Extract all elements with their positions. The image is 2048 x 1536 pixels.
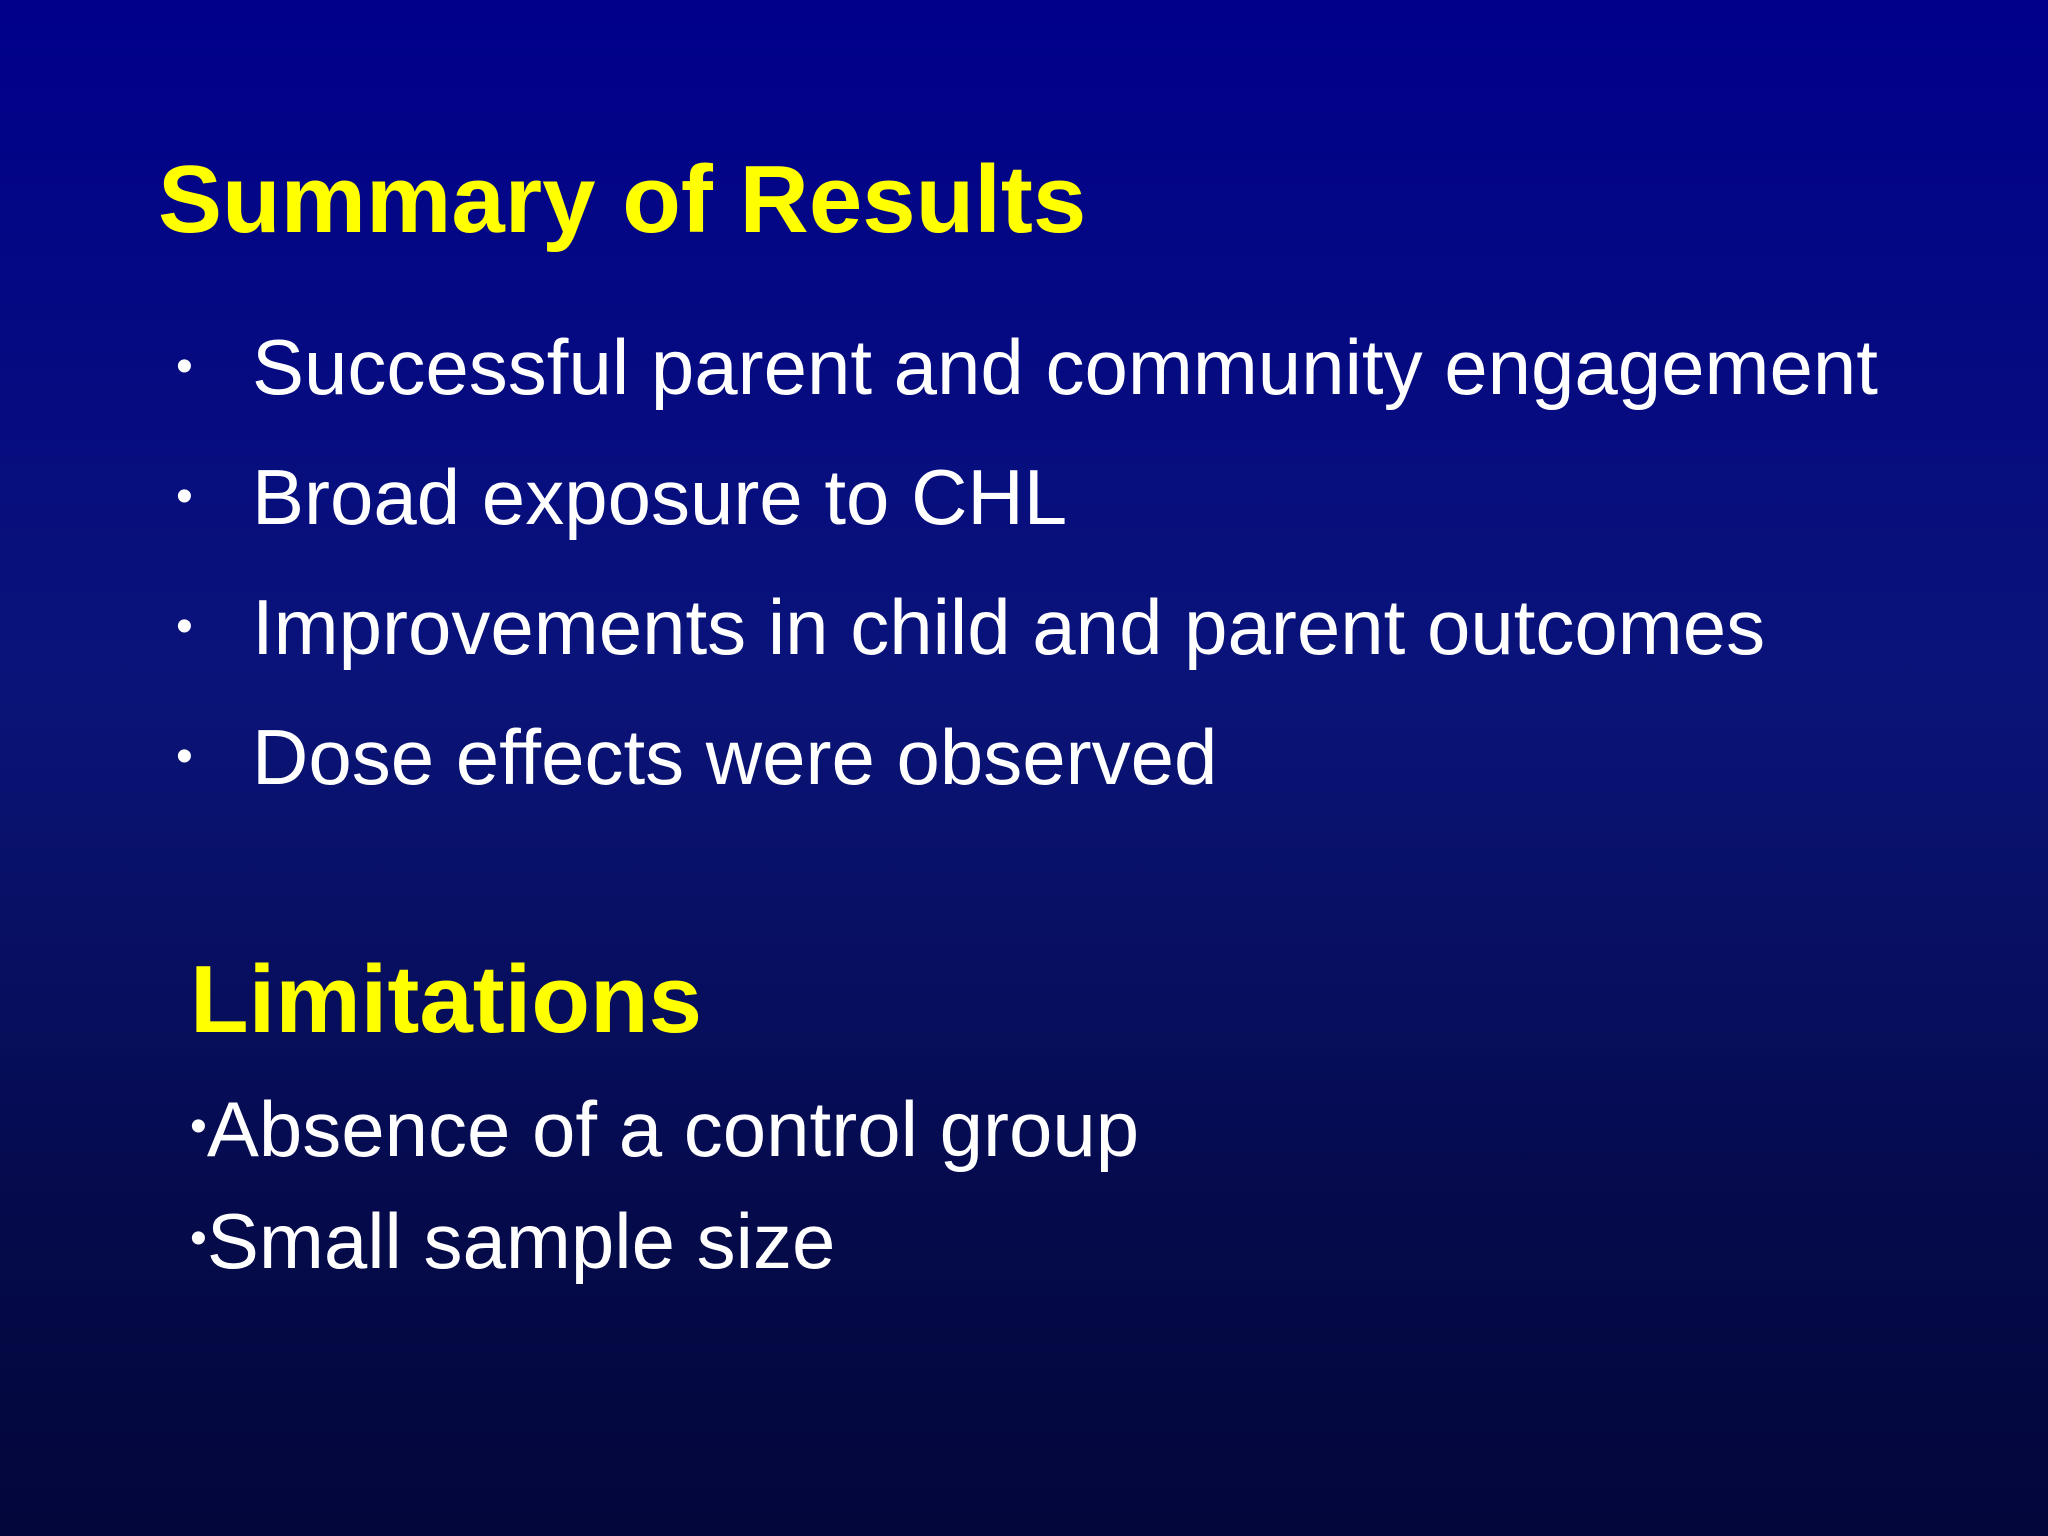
slide-title: Summary of Results (158, 146, 1087, 253)
limitations-heading: Limitations (190, 946, 703, 1053)
bullet-icon: • (176, 730, 193, 783)
bullet-icon: • (190, 1100, 207, 1153)
bullet-icon: • (176, 340, 193, 393)
result-text: Dose effects were observed (252, 713, 1218, 801)
limitation-text: Small sample size (206, 1197, 836, 1285)
bullet-icon: • (190, 1212, 207, 1265)
result-text: Improvements in child and parent outcomes (252, 583, 1766, 671)
list-item (190, 1082, 1139, 1194)
bullet-icon: • (176, 470, 193, 523)
limitations-list (190, 1082, 1139, 1306)
list-item (190, 1194, 1139, 1306)
result-text: Successful parent and community engagement (252, 323, 1878, 411)
limitation-text: Absence of a control group (206, 1085, 1140, 1173)
bullet-icon: • (176, 600, 193, 653)
result-text: Broad exposure to CHL (252, 453, 1068, 541)
